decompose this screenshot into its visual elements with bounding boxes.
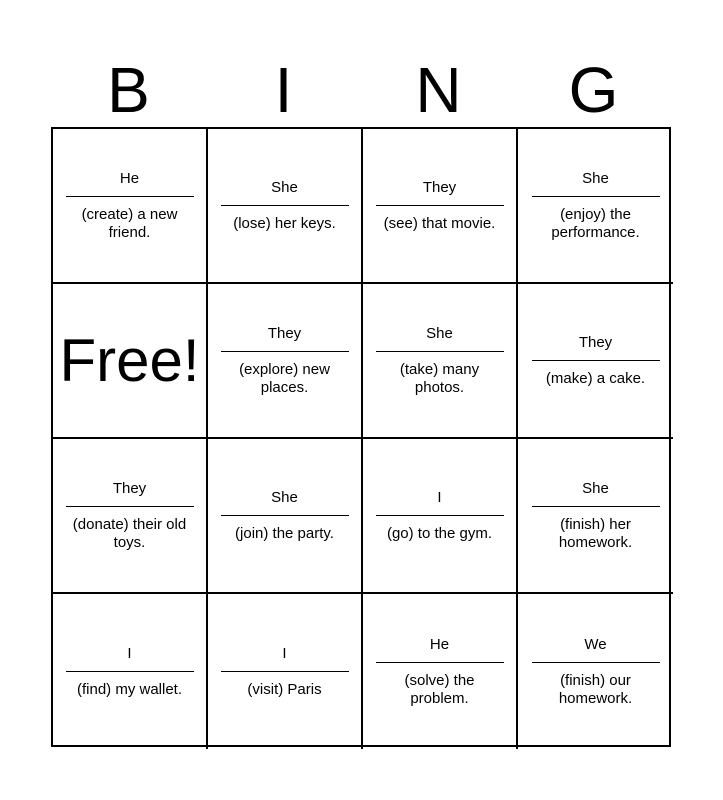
answer-blank-line — [532, 196, 660, 197]
cell-subject: I — [437, 488, 442, 506]
cell-subject: She — [271, 488, 298, 506]
cell-subject: She — [271, 178, 298, 196]
bingo-cell[interactable] — [208, 439, 363, 594]
cell-predicate: (solve) the problem. — [404, 671, 475, 707]
free-space-label: Free! — [59, 326, 200, 394]
answer-blank-line — [66, 196, 194, 197]
cell-predicate: (explore) new places. — [239, 360, 330, 396]
bingo-cell[interactable] — [208, 129, 363, 284]
answer-blank-line — [221, 515, 349, 516]
cell-subject: They — [578, 333, 613, 351]
cell-subject: He — [119, 169, 140, 187]
cell-predicate: (see) that movie. — [383, 214, 496, 232]
bingo-cell[interactable] — [518, 284, 673, 439]
answer-blank-line — [532, 360, 660, 361]
cell-subject: He — [429, 635, 450, 653]
cell-predicate: (lose) her keys. — [233, 214, 336, 232]
answer-blank-line — [376, 351, 504, 352]
bingo-cell[interactable] — [363, 594, 518, 749]
cell-predicate: (donate) their old toys. — [72, 515, 187, 551]
cell-predicate: (create) a new friend. — [81, 205, 178, 241]
header-letter-g: G — [568, 54, 619, 126]
answer-blank-line — [221, 351, 349, 352]
cell-subject: She — [582, 169, 609, 187]
header-letter-i: I — [274, 54, 293, 126]
bingo-grid — [51, 127, 671, 747]
answer-blank-line — [221, 205, 349, 206]
cell-subject: They — [422, 178, 457, 196]
cell-predicate: (finish) our homework. — [558, 671, 633, 707]
cell-predicate: (make) a cake. — [545, 369, 646, 387]
bingo-cell[interactable] — [208, 284, 363, 439]
cell-subject: She — [426, 324, 453, 342]
bingo-cell[interactable] — [363, 129, 518, 284]
bingo-cell[interactable] — [518, 129, 673, 284]
cell-predicate: (visit) Paris — [247, 680, 322, 698]
cell-subject: I — [127, 644, 132, 662]
bingo-cell[interactable] — [363, 439, 518, 594]
cell-predicate: (enjoy) the performance. — [551, 205, 640, 241]
cell-predicate: (take) many photos. — [399, 360, 480, 396]
answer-blank-line — [532, 662, 660, 663]
cell-subject: I — [282, 644, 287, 662]
bingo-cell[interactable] — [518, 594, 673, 749]
answer-blank-line — [376, 515, 504, 516]
header-letter-b: B — [107, 54, 150, 126]
answer-blank-line — [221, 671, 349, 672]
bingo-cell[interactable] — [363, 284, 518, 439]
bingo-cell[interactable] — [53, 439, 208, 594]
answer-blank-line — [66, 671, 194, 672]
bingo-cell[interactable] — [518, 439, 673, 594]
cell-predicate: (finish) her homework. — [558, 515, 633, 551]
cell-subject: They — [267, 324, 302, 342]
bingo-header — [51, 52, 671, 128]
answer-blank-line — [66, 506, 194, 507]
cell-subject: She — [582, 479, 609, 497]
bingo-cell[interactable] — [53, 594, 208, 749]
bingo-cell[interactable] — [53, 129, 208, 284]
header-letter-n: N — [415, 54, 462, 126]
cell-subject: They — [112, 479, 147, 497]
answer-blank-line — [376, 205, 504, 206]
bingo-cell[interactable] — [208, 594, 363, 749]
cell-subject: We — [584, 635, 607, 653]
cell-predicate: (go) to the gym. — [386, 524, 493, 542]
free-space-cell[interactable] — [53, 284, 208, 439]
cell-predicate: (find) my wallet. — [76, 680, 183, 698]
cell-predicate: (join) the party. — [235, 524, 334, 542]
answer-blank-line — [376, 662, 504, 663]
answer-blank-line — [532, 506, 660, 507]
